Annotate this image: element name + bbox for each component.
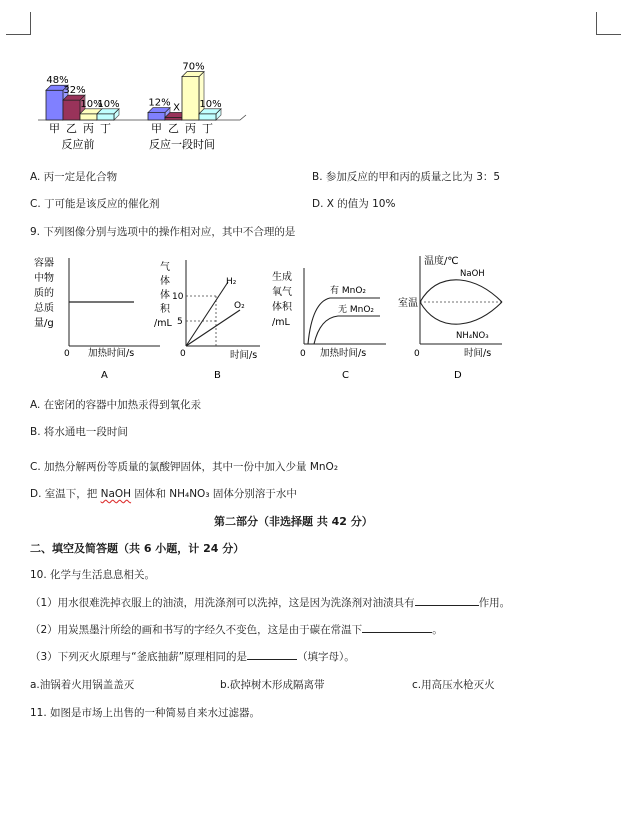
bar-category-label-0-0: 甲: [49, 122, 60, 135]
q10-option-a: a.油锅着火用锅盖盖灭: [30, 679, 135, 691]
q11-stem: 11. 如图是市场上出售的一种简易自来水过滤器。: [30, 707, 261, 719]
bar-category-label-1-3: 丁: [202, 122, 213, 135]
q10-option-c: c.用高压水枪灭火: [412, 679, 495, 691]
graph-b-ylabel-3: 体: [160, 290, 170, 301]
graph-c-origin: 0: [300, 349, 306, 359]
graph-d-xlabel: 时间/s: [464, 348, 492, 359]
q9-option-a: A. 在密闭的容器中加热汞得到氧化汞: [30, 399, 202, 411]
graph-d-label-naoh: NaOH: [460, 269, 485, 279]
group-label-after: 反应一段时间: [149, 138, 215, 151]
q8-option-d: D. X 的值为 10%: [312, 198, 396, 210]
graph-a-ylabel-5: 量/g: [34, 318, 54, 329]
q10-part1-blank[interactable]: [415, 594, 479, 606]
q9-option-d-suffix: 固体和 NH₄NO₃ 固体分别溶于水中: [131, 488, 297, 500]
graph-a-tag: A: [101, 370, 108, 381]
bar-value-label-0-2: 10%: [80, 98, 103, 110]
section-2-heading: 二、填空及简答题（共 6 小题，计 24 分）: [30, 542, 245, 555]
graph-c-label-without: 无 MnO₂: [338, 305, 375, 315]
bar-value-label-0-3: 10%: [97, 98, 120, 110]
corner-mark-left: [6, 12, 31, 35]
bar-0-1: [63, 100, 80, 120]
graph-c-ylabel-4: /mL: [272, 317, 290, 328]
q10-part2: [30, 621, 443, 637]
q10-part1: [30, 594, 510, 610]
bar-0-0: [46, 90, 63, 120]
q10-part3: [30, 648, 355, 664]
q8-option-a: A. 丙一定是化合物: [30, 171, 118, 183]
group-label-before: 反应前: [61, 138, 95, 151]
bar-value-label-0-0: 48%: [46, 75, 69, 87]
graph-b-ylabel-5: /mL: [154, 318, 172, 329]
q10-part2-text: （2）用炭黑墨汁所绘的画和书写的字经久不变色，这是由于碳在常温下: [30, 624, 363, 636]
graph-c-ylabel-2: 氧气: [272, 287, 292, 298]
bar-value-label-1-1: X: [173, 102, 180, 114]
q9-option-d-naoh: NaOH: [100, 488, 132, 500]
graph-c-tag: C: [342, 370, 349, 381]
bar-value-label-1-3: 10%: [199, 98, 222, 110]
graph-b: [150, 252, 270, 388]
q9-option-d: [30, 486, 297, 501]
graph-d-tag: D: [454, 370, 462, 381]
q8-option-b: B. 参加反应的甲和丙的质量之比为 3：5: [312, 171, 501, 183]
q9-stem: 9. 下列图像分别与选项中的操作相对应，其中不合理的是: [30, 226, 296, 238]
q10-part3-text: （3）下列灭火原理与“釜底抽薪”原理相同的是: [30, 651, 248, 663]
graph-a-ylabel-2: 中物: [34, 273, 54, 284]
graph-c: [268, 252, 398, 388]
bar-chart-bars: [46, 62, 222, 135]
bar-category-label-0-2: 丙: [83, 122, 94, 135]
part2-title: 第二部分（非选择题 共 42 分）: [214, 515, 373, 528]
bar-category-label-0-1: 乙: [66, 122, 77, 135]
bar-1-0: [148, 113, 165, 120]
q10-part1-suffix: 作用。: [478, 597, 511, 609]
graph-b-ylabel-1: 气: [160, 262, 170, 273]
graph-d-ylabel: 温度/℃: [424, 256, 459, 267]
graph-d-origin: 0: [414, 349, 420, 359]
bar-1-1: [165, 118, 182, 120]
graph-c-ylabel-1: 生成: [272, 272, 292, 283]
graph-b-line-h2: [186, 282, 228, 346]
q10-part2-suffix: 。: [432, 624, 443, 636]
graph-b-tick-10: 10: [172, 292, 184, 302]
bar-category-label-0-3: 丁: [100, 122, 111, 135]
bar-0-2: [80, 114, 97, 120]
graph-c-ylabel-3: 体积: [272, 302, 292, 313]
graph-b-xlabel: 时间/s: [230, 350, 258, 361]
graph-b-origin: 0: [180, 349, 186, 359]
graph-b-line-o2: [186, 310, 240, 346]
q10-stem: 10. 化学与生活息息相关。: [30, 569, 156, 581]
graph-b-label-o2: O₂: [234, 301, 245, 311]
graph-c-xlabel: 加热时间/s: [320, 348, 367, 359]
graph-d-label-nh4no3: NH₄NO₃: [456, 331, 489, 341]
bar-0-3: [97, 114, 114, 120]
graph-a-ylabel-1: 容器: [34, 258, 54, 269]
bar-category-label-1-1: 乙: [168, 122, 179, 135]
bar-value-label-1-2: 70%: [182, 61, 205, 73]
bar-1-3: [199, 114, 216, 120]
bar-category-label-1-2: 丙: [185, 122, 196, 135]
graph-b-ylabel-4: 积: [160, 304, 170, 315]
graph-c-label-with: 有 MnO₂: [330, 286, 367, 296]
bar-chart-figure: [30, 38, 260, 156]
bar-category-label-1-0: 甲: [151, 122, 162, 135]
graph-b-tick-5: 5: [177, 317, 183, 327]
graph-d-curve-nh4no3: [420, 302, 502, 324]
q9-option-d-prefix: D. 室温下，把: [30, 488, 101, 500]
graph-a: [30, 252, 166, 388]
bar-1-2: [182, 77, 199, 120]
bar-value-label-0-1: 32%: [63, 85, 86, 97]
q10-part2-blank[interactable]: [362, 621, 432, 633]
q9-option-b: B. 将水通电一段时间: [30, 426, 128, 438]
graph-d-curve-naoh: [420, 280, 502, 302]
graph-b-ylabel-2: 体: [160, 276, 170, 287]
bar-value-label-1-0: 12%: [148, 97, 171, 109]
q10-option-b: b.砍掉树木形成隔离带: [220, 679, 325, 691]
graph-a-ylabel-4: 总质: [34, 303, 54, 314]
corner-mark-right: [596, 12, 621, 35]
graph-a-xlabel: 加热时间/s: [88, 348, 135, 359]
graph-a-ylabel-3: 质的: [34, 288, 54, 299]
graph-d-room-temp: 室温: [398, 298, 418, 309]
graph-b-tag: B: [214, 370, 221, 381]
graph-b-label-h2: H₂: [226, 277, 237, 287]
q10-part3-blank[interactable]: [247, 648, 297, 660]
q9-option-c: C. 加热分解两份等质量的氯酸钾固体，其中一份中加入少量 MnO₂: [30, 461, 339, 473]
graph-a-origin: 0: [64, 349, 70, 359]
q10-part3-suffix: （填字母）。: [297, 651, 355, 663]
q8-option-c: C. 丁可能是该反应的催化剂: [30, 198, 160, 210]
graph-d: [398, 248, 510, 388]
graph-c-curve-without-mno2: [314, 316, 380, 344]
q10-part1-text: （1）用水很难洗掉衣服上的油渍，用洗涤剂可以洗掉，这是因为洗涤剂对油渍具有: [30, 597, 415, 609]
